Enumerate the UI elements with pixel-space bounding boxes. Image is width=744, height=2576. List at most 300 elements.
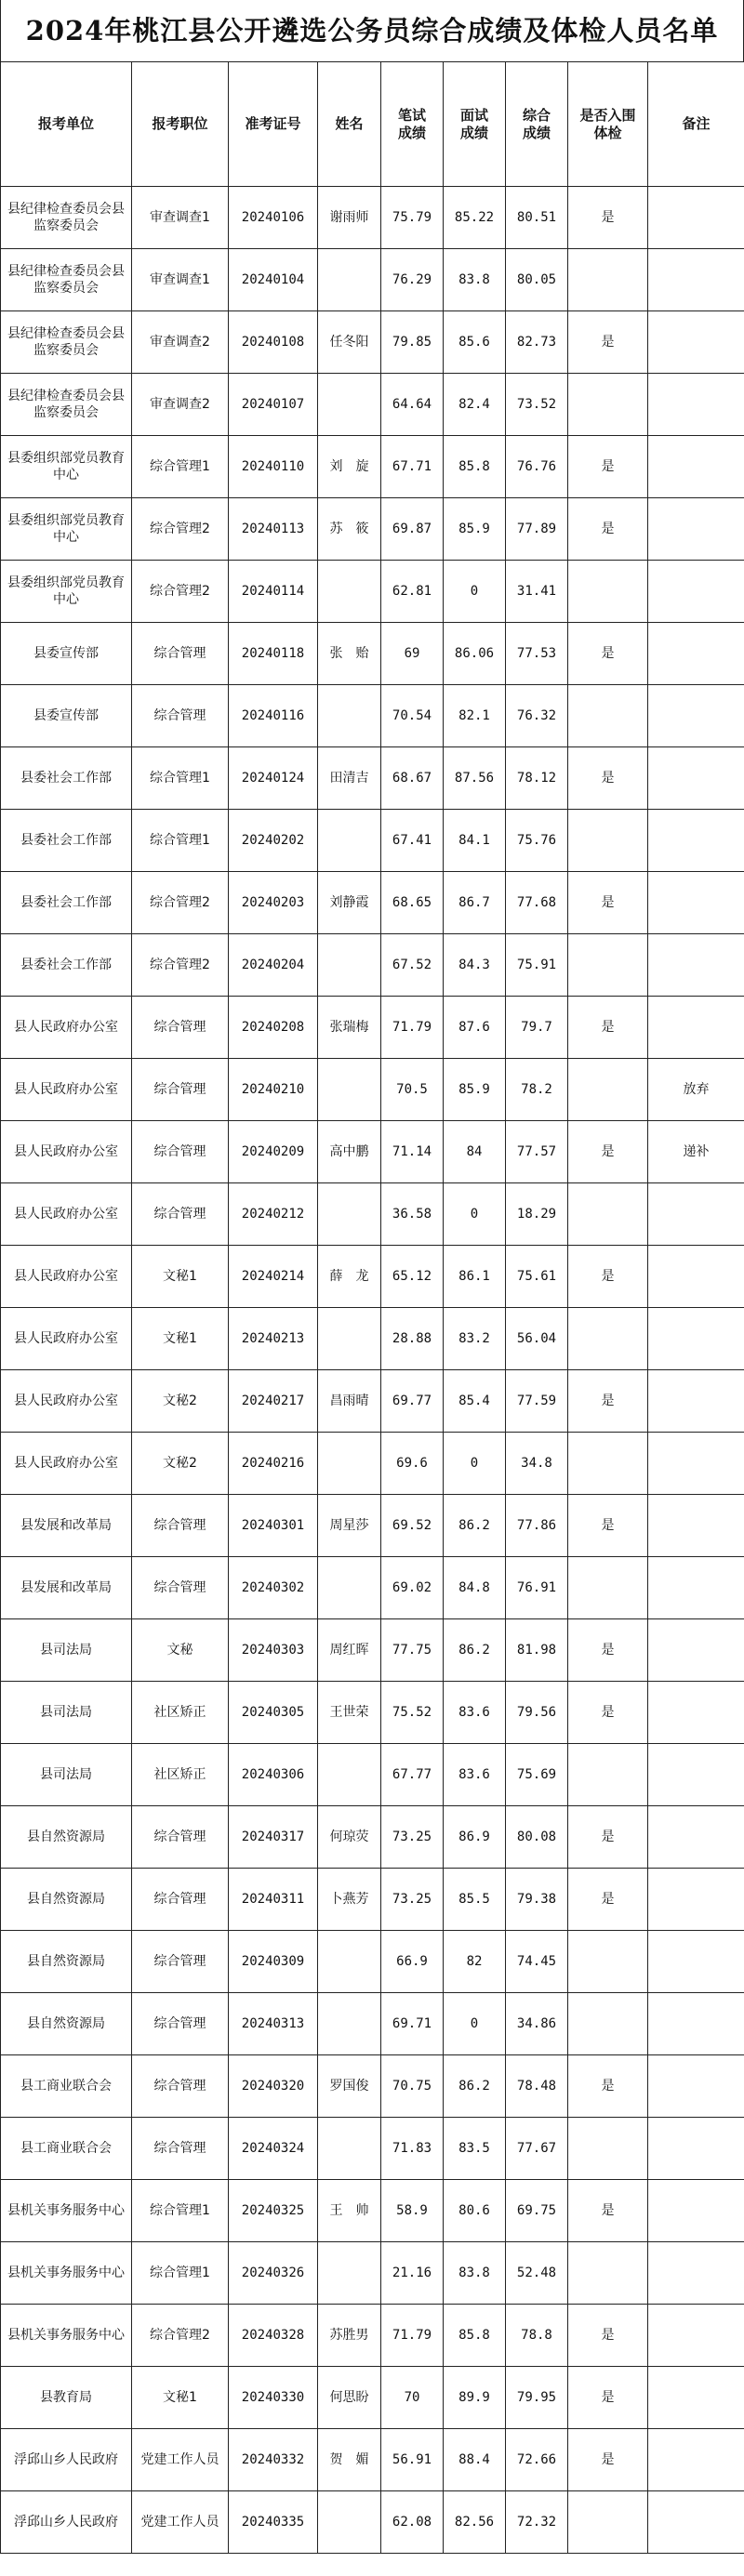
- table-row: [1, 2367, 744, 2429]
- ticket-number-cell: 20240106: [229, 187, 318, 249]
- ticket-number-cell: 20240118: [229, 623, 318, 685]
- remark-cell: [648, 1744, 744, 1806]
- table-row: [1, 1121, 744, 1183]
- written-score-cell: 70.5: [381, 1059, 444, 1121]
- written-score-cell: 62.08: [381, 2491, 444, 2554]
- interview-score-cell: 86.2: [444, 2055, 506, 2118]
- total-score-cell: 79.7: [506, 997, 568, 1059]
- total-score-cell: 80.51: [506, 187, 568, 249]
- ticket-number-cell: 20240328: [229, 2305, 318, 2367]
- remark-cell: [648, 685, 744, 747]
- remark-cell: [648, 436, 744, 498]
- total-score-cell: 81.98: [506, 1619, 568, 1682]
- position-cell: 党建工作人员: [132, 2491, 229, 2554]
- physical-exam-cell: [568, 561, 648, 623]
- remark-cell: [648, 1495, 744, 1557]
- name-cell: 任冬阳: [318, 311, 381, 374]
- position-cell: 综合管理: [132, 1993, 229, 2055]
- ticket-number-cell: 20240210: [229, 1059, 318, 1121]
- physical-exam-cell: [568, 2242, 648, 2305]
- unit-cell: 县司法局: [1, 1619, 132, 1682]
- remark-cell: [648, 1246, 744, 1308]
- remark-cell: [648, 1183, 744, 1246]
- remark-cell: [648, 1308, 744, 1370]
- physical-exam-cell: 是: [568, 1869, 648, 1931]
- ticket-number-cell: 20240124: [229, 747, 318, 810]
- unit-cell: 县人民政府办公室: [1, 1121, 132, 1183]
- total-score-cell: 82.73: [506, 311, 568, 374]
- unit-cell: 县工商业联合会: [1, 2055, 132, 2118]
- position-cell: 审查调查2: [132, 374, 229, 436]
- table-row: [1, 436, 744, 498]
- remark-cell: [648, 1993, 744, 2055]
- total-score-cell: 69.75: [506, 2180, 568, 2242]
- ticket-number-cell: 20240116: [229, 685, 318, 747]
- total-score-cell: 77.68: [506, 872, 568, 934]
- physical-exam-cell: 是: [568, 311, 648, 374]
- interview-score-cell: 82.56: [444, 2491, 506, 2554]
- ticket-number-cell: 20240107: [229, 374, 318, 436]
- physical-exam-cell: 是: [568, 1370, 648, 1433]
- position-cell: 审查调查1: [132, 249, 229, 311]
- interview-score-cell: 0: [444, 1183, 506, 1246]
- total-score-cell: 77.57: [506, 1121, 568, 1183]
- table-row: [1, 810, 744, 872]
- remark-cell: [648, 2180, 744, 2242]
- interview-score-cell: 85.6: [444, 311, 506, 374]
- table-row: [1, 934, 744, 997]
- total-score-cell: 79.38: [506, 1869, 568, 1931]
- physical-exam-cell: [568, 1059, 648, 1121]
- total-score-cell: 78.2: [506, 1059, 568, 1121]
- total-score-cell: 80.08: [506, 1806, 568, 1869]
- table-row: [1, 1308, 744, 1370]
- remark-cell: [648, 934, 744, 997]
- name-cell: [318, 1059, 381, 1121]
- interview-score-cell: 80.6: [444, 2180, 506, 2242]
- position-cell: 综合管理2: [132, 872, 229, 934]
- position-cell: 综合管理1: [132, 810, 229, 872]
- total-score-cell: 78.12: [506, 747, 568, 810]
- total-score-cell: 77.59: [506, 1370, 568, 1433]
- interview-score-cell: 86.7: [444, 872, 506, 934]
- unit-cell: 县委组织部党员教育中心: [1, 498, 132, 561]
- physical-exam-cell: [568, 810, 648, 872]
- total-score-cell: 77.67: [506, 2118, 568, 2180]
- column-header-physical: 是否入围 体检: [568, 62, 648, 187]
- written-score-cell: 69.02: [381, 1557, 444, 1619]
- total-score-cell: 77.86: [506, 1495, 568, 1557]
- unit-cell: 县司法局: [1, 1744, 132, 1806]
- name-cell: [318, 1993, 381, 2055]
- physical-exam-cell: [568, 374, 648, 436]
- position-cell: 审查调查1: [132, 187, 229, 249]
- total-score-cell: 34.8: [506, 1433, 568, 1495]
- ticket-number-cell: 20240204: [229, 934, 318, 997]
- remark-cell: [648, 1370, 744, 1433]
- total-score-cell: 75.76: [506, 810, 568, 872]
- table-row: [1, 2118, 744, 2180]
- ticket-number-cell: 20240113: [229, 498, 318, 561]
- remark-cell: [648, 2491, 744, 2554]
- written-score-cell: 28.88: [381, 1308, 444, 1370]
- total-score-cell: 31.41: [506, 561, 568, 623]
- table-row: [1, 1557, 744, 1619]
- name-cell: 谢雨师: [318, 187, 381, 249]
- remark-cell: [648, 2118, 744, 2180]
- table-row: [1, 2242, 744, 2305]
- physical-exam-cell: [568, 1557, 648, 1619]
- table-row: [1, 1744, 744, 1806]
- ticket-number-cell: 20240311: [229, 1869, 318, 1931]
- table-row: [1, 2491, 744, 2554]
- unit-cell: 县委宣传部: [1, 623, 132, 685]
- unit-cell: 浮邱山乡人民政府: [1, 2429, 132, 2491]
- ticket-number-cell: 20240202: [229, 810, 318, 872]
- remark-cell: [648, 2242, 744, 2305]
- table-row: [1, 249, 744, 311]
- column-header-name: 姓名: [318, 62, 381, 187]
- name-cell: [318, 374, 381, 436]
- name-cell: 卜燕芳: [318, 1869, 381, 1931]
- written-score-cell: 68.65: [381, 872, 444, 934]
- written-score-cell: 65.12: [381, 1246, 444, 1308]
- column-header-interview: 面试 成绩: [444, 62, 506, 187]
- table-row: [1, 498, 744, 561]
- written-score-cell: 69.77: [381, 1370, 444, 1433]
- position-cell: 综合管理: [132, 1806, 229, 1869]
- interview-score-cell: 83.8: [444, 2242, 506, 2305]
- name-cell: 何琼荧: [318, 1806, 381, 1869]
- position-cell: 综合管理: [132, 685, 229, 747]
- written-score-cell: 77.75: [381, 1619, 444, 1682]
- ticket-number-cell: 20240335: [229, 2491, 318, 2554]
- table-body: [1, 187, 744, 2554]
- position-cell: 综合管理: [132, 2118, 229, 2180]
- unit-cell: 县人民政府办公室: [1, 1308, 132, 1370]
- written-score-cell: 71.79: [381, 997, 444, 1059]
- table-row: [1, 1931, 744, 1993]
- total-score-cell: 76.32: [506, 685, 568, 747]
- remark-cell: [648, 498, 744, 561]
- name-cell: [318, 1183, 381, 1246]
- written-score-cell: 71.83: [381, 2118, 444, 2180]
- remark-cell: [648, 810, 744, 872]
- table-row: [1, 2180, 744, 2242]
- name-cell: 周红晖: [318, 1619, 381, 1682]
- remark-cell: [648, 1682, 744, 1744]
- ticket-number-cell: 20240313: [229, 1993, 318, 2055]
- written-score-cell: 70.54: [381, 685, 444, 747]
- total-score-cell: 77.53: [506, 623, 568, 685]
- total-score-cell: 78.8: [506, 2305, 568, 2367]
- physical-exam-cell: 是: [568, 2429, 648, 2491]
- position-cell: 综合管理: [132, 1557, 229, 1619]
- physical-exam-cell: [568, 1183, 648, 1246]
- unit-cell: 县委组织部党员教育中心: [1, 561, 132, 623]
- name-cell: [318, 1433, 381, 1495]
- position-cell: 综合管理: [132, 623, 229, 685]
- unit-cell: 县自然资源局: [1, 1869, 132, 1931]
- written-score-cell: 73.25: [381, 1869, 444, 1931]
- interview-score-cell: 86.06: [444, 623, 506, 685]
- remark-cell: 递补: [648, 1121, 744, 1183]
- name-cell: [318, 1744, 381, 1806]
- position-cell: 综合管理2: [132, 2305, 229, 2367]
- position-cell: 社区矫正: [132, 1744, 229, 1806]
- written-score-cell: 69.71: [381, 1993, 444, 2055]
- table-row: [1, 187, 744, 249]
- ticket-number-cell: 20240332: [229, 2429, 318, 2491]
- interview-score-cell: 83.8: [444, 249, 506, 311]
- unit-cell: 县司法局: [1, 1682, 132, 1744]
- ticket-number-cell: 20240108: [229, 311, 318, 374]
- name-cell: 周星莎: [318, 1495, 381, 1557]
- name-cell: 张瑞梅: [318, 997, 381, 1059]
- table-row: [1, 2305, 744, 2367]
- results-table: [0, 61, 744, 2554]
- unit-cell: 县机关事务服务中心: [1, 2305, 132, 2367]
- unit-cell: 县教育局: [1, 2367, 132, 2429]
- name-cell: 薛 龙: [318, 1246, 381, 1308]
- unit-cell: 县纪律检查委员会县监察委员会: [1, 187, 132, 249]
- ticket-number-cell: 20240104: [229, 249, 318, 311]
- table-row: [1, 2429, 744, 2491]
- unit-cell: 县人民政府办公室: [1, 997, 132, 1059]
- unit-cell: 县发展和改革局: [1, 1557, 132, 1619]
- table-row: [1, 311, 744, 374]
- position-cell: 文秘2: [132, 1433, 229, 1495]
- unit-cell: 县人民政府办公室: [1, 1433, 132, 1495]
- page-title: 2024年桃江县公开遴选公务员综合成绩及体检人员名单: [0, 0, 744, 61]
- table-row: [1, 1183, 744, 1246]
- position-cell: 综合管理: [132, 2055, 229, 2118]
- position-cell: 综合管理1: [132, 2180, 229, 2242]
- column-header-ticket: 准考证号: [229, 62, 318, 187]
- physical-exam-cell: 是: [568, 2305, 648, 2367]
- physical-exam-cell: 是: [568, 747, 648, 810]
- total-score-cell: 80.05: [506, 249, 568, 311]
- header-row: [1, 62, 744, 187]
- unit-cell: 县委社会工作部: [1, 934, 132, 997]
- table-row: [1, 561, 744, 623]
- remark-cell: [648, 1433, 744, 1495]
- interview-score-cell: 85.8: [444, 2305, 506, 2367]
- name-cell: 刘静霞: [318, 872, 381, 934]
- remark-cell: [648, 623, 744, 685]
- position-cell: 综合管理2: [132, 934, 229, 997]
- physical-exam-cell: 是: [568, 1121, 648, 1183]
- physical-exam-cell: [568, 1433, 648, 1495]
- physical-exam-cell: 是: [568, 436, 648, 498]
- remark-cell: [648, 2367, 744, 2429]
- ticket-number-cell: 20240216: [229, 1433, 318, 1495]
- unit-cell: 县纪律检查委员会县监察委员会: [1, 374, 132, 436]
- physical-exam-cell: 是: [568, 872, 648, 934]
- table-row: [1, 1619, 744, 1682]
- total-score-cell: 56.04: [506, 1308, 568, 1370]
- ticket-number-cell: 20240326: [229, 2242, 318, 2305]
- total-score-cell: 72.32: [506, 2491, 568, 2554]
- physical-exam-cell: [568, 934, 648, 997]
- written-score-cell: 73.25: [381, 1806, 444, 1869]
- remark-cell: [648, 1557, 744, 1619]
- remark-cell: [648, 187, 744, 249]
- written-score-cell: 69.6: [381, 1433, 444, 1495]
- name-cell: 苏胜男: [318, 2305, 381, 2367]
- name-cell: 王 帅: [318, 2180, 381, 2242]
- ticket-number-cell: 20240301: [229, 1495, 318, 1557]
- table-row: [1, 374, 744, 436]
- position-cell: 综合管理: [132, 1121, 229, 1183]
- remark-cell: [648, 1931, 744, 1993]
- name-cell: 田清吉: [318, 747, 381, 810]
- name-cell: [318, 1308, 381, 1370]
- interview-score-cell: 86.1: [444, 1246, 506, 1308]
- position-cell: 社区矫正: [132, 1682, 229, 1744]
- ticket-number-cell: 20240302: [229, 1557, 318, 1619]
- interview-score-cell: 83.6: [444, 1682, 506, 1744]
- physical-exam-cell: [568, 2118, 648, 2180]
- total-score-cell: 18.29: [506, 1183, 568, 1246]
- name-cell: 高中鹏: [318, 1121, 381, 1183]
- unit-cell: 县人民政府办公室: [1, 1370, 132, 1433]
- total-score-cell: 75.91: [506, 934, 568, 997]
- interview-score-cell: 84.3: [444, 934, 506, 997]
- ticket-number-cell: 20240208: [229, 997, 318, 1059]
- table-row: [1, 1682, 744, 1744]
- interview-score-cell: 87.6: [444, 997, 506, 1059]
- total-score-cell: 79.56: [506, 1682, 568, 1744]
- written-score-cell: 79.85: [381, 311, 444, 374]
- interview-score-cell: 84.8: [444, 1557, 506, 1619]
- unit-cell: 县人民政府办公室: [1, 1059, 132, 1121]
- remark-cell: [648, 2055, 744, 2118]
- position-cell: 文秘1: [132, 2367, 229, 2429]
- name-cell: [318, 810, 381, 872]
- total-score-cell: 34.86: [506, 1993, 568, 2055]
- total-score-cell: 76.76: [506, 436, 568, 498]
- physical-exam-cell: [568, 685, 648, 747]
- unit-cell: 县自然资源局: [1, 1806, 132, 1869]
- position-cell: 文秘1: [132, 1308, 229, 1370]
- written-score-cell: 67.41: [381, 810, 444, 872]
- physical-exam-cell: 是: [568, 1682, 648, 1744]
- table-row: [1, 997, 744, 1059]
- interview-score-cell: 85.22: [444, 187, 506, 249]
- name-cell: 张 贻: [318, 623, 381, 685]
- position-cell: 文秘2: [132, 1370, 229, 1433]
- unit-cell: 县人民政府办公室: [1, 1183, 132, 1246]
- total-score-cell: 73.52: [506, 374, 568, 436]
- remark-cell: [648, 747, 744, 810]
- ticket-number-cell: 20240217: [229, 1370, 318, 1433]
- ticket-number-cell: 20240114: [229, 561, 318, 623]
- interview-score-cell: 0: [444, 1433, 506, 1495]
- name-cell: [318, 1557, 381, 1619]
- ticket-number-cell: 20240305: [229, 1682, 318, 1744]
- unit-cell: 县发展和改革局: [1, 1495, 132, 1557]
- interview-score-cell: 84: [444, 1121, 506, 1183]
- name-cell: [318, 2118, 381, 2180]
- unit-cell: 县纪律检查委员会县监察委员会: [1, 311, 132, 374]
- ticket-number-cell: 20240324: [229, 2118, 318, 2180]
- name-cell: [318, 1931, 381, 1993]
- name-cell: [318, 2242, 381, 2305]
- remark-cell: [648, 2429, 744, 2491]
- column-header-total: 综合 成绩: [506, 62, 568, 187]
- written-score-cell: 69.87: [381, 498, 444, 561]
- total-score-cell: 75.61: [506, 1246, 568, 1308]
- name-cell: [318, 249, 381, 311]
- remark-cell: [648, 249, 744, 311]
- position-cell: 综合管理: [132, 1869, 229, 1931]
- remark-cell: [648, 311, 744, 374]
- table-row: [1, 2055, 744, 2118]
- remark-cell: [648, 1619, 744, 1682]
- name-cell: 刘 旋: [318, 436, 381, 498]
- interview-score-cell: 85.4: [444, 1370, 506, 1433]
- ticket-number-cell: 20240325: [229, 2180, 318, 2242]
- written-score-cell: 67.77: [381, 1744, 444, 1806]
- position-cell: 综合管理1: [132, 436, 229, 498]
- interview-score-cell: 83.2: [444, 1308, 506, 1370]
- interview-score-cell: 87.56: [444, 747, 506, 810]
- written-score-cell: 21.16: [381, 2242, 444, 2305]
- written-score-cell: 75.79: [381, 187, 444, 249]
- name-cell: [318, 561, 381, 623]
- unit-cell: 县委组织部党员教育中心: [1, 436, 132, 498]
- total-score-cell: 78.48: [506, 2055, 568, 2118]
- ticket-number-cell: 20240203: [229, 872, 318, 934]
- table-row: [1, 1869, 744, 1931]
- table-row: [1, 1433, 744, 1495]
- unit-cell: 县工商业联合会: [1, 2118, 132, 2180]
- written-score-cell: 69.52: [381, 1495, 444, 1557]
- interview-score-cell: 88.4: [444, 2429, 506, 2491]
- name-cell: [318, 2491, 381, 2554]
- unit-cell: 县委宣传部: [1, 685, 132, 747]
- position-cell: 审查调查2: [132, 311, 229, 374]
- position-cell: 综合管理1: [132, 2242, 229, 2305]
- remark-cell: [648, 997, 744, 1059]
- unit-cell: 县机关事务服务中心: [1, 2180, 132, 2242]
- physical-exam-cell: 是: [568, 2180, 648, 2242]
- interview-score-cell: 82.1: [444, 685, 506, 747]
- column-header-unit: 报考单位: [1, 62, 132, 187]
- unit-cell: 县委社会工作部: [1, 810, 132, 872]
- written-score-cell: 76.29: [381, 249, 444, 311]
- ticket-number-cell: 20240330: [229, 2367, 318, 2429]
- interview-score-cell: 86.9: [444, 1806, 506, 1869]
- table-row: [1, 1806, 744, 1869]
- remark-cell: [648, 374, 744, 436]
- physical-exam-cell: 是: [568, 2055, 648, 2118]
- ticket-number-cell: 20240209: [229, 1121, 318, 1183]
- physical-exam-cell: 是: [568, 1806, 648, 1869]
- remark-cell: [648, 1806, 744, 1869]
- written-score-cell: 66.9: [381, 1931, 444, 1993]
- written-score-cell: 70.75: [381, 2055, 444, 2118]
- column-header-written: 笔试 成绩: [381, 62, 444, 187]
- written-score-cell: 70: [381, 2367, 444, 2429]
- written-score-cell: 36.58: [381, 1183, 444, 1246]
- ticket-number-cell: 20240213: [229, 1308, 318, 1370]
- ticket-number-cell: 20240214: [229, 1246, 318, 1308]
- position-cell: 文秘: [132, 1619, 229, 1682]
- written-score-cell: 71.14: [381, 1121, 444, 1183]
- physical-exam-cell: [568, 1931, 648, 1993]
